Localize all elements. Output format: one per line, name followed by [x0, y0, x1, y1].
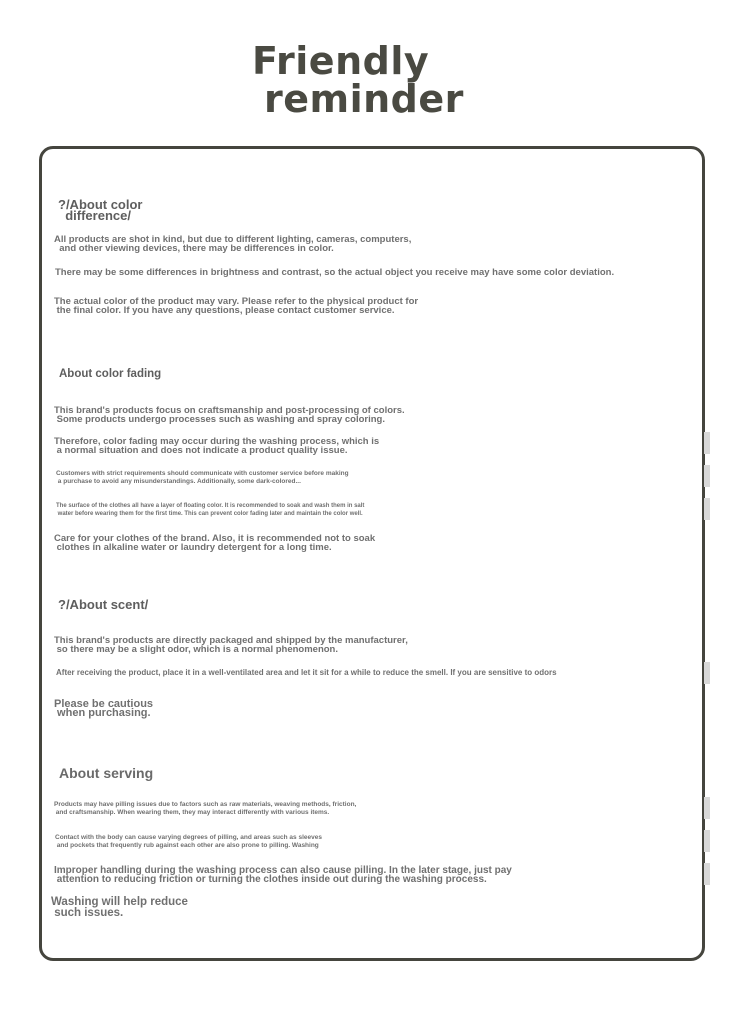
edge-marker	[704, 797, 710, 819]
edge-marker	[704, 498, 710, 520]
edge-marker	[704, 465, 710, 487]
title-line-1: Friendly	[252, 39, 430, 83]
color-fading-paragraph-2: Therefore, color fading may occur during the washing process, which is a normal situation and does not indicate a product quality issue.	[54, 436, 380, 456]
section-heading-color-difference: ?/About color difference/	[58, 197, 143, 223]
color-fading-paragraph-3: Customers with strict requirements should communicate with customer service before making a purchase to avoid any misunderstandings. Additionally, some dark-colored...	[56, 470, 349, 485]
serving-paragraph-2: Contact with the body can cause varying degrees of pilling, and areas such as sleeves and pockets that frequently rub against each other are also prone to pilling. Washing	[55, 834, 322, 849]
color-difference-paragraph-2: There may be some differences in brightness and contrast, so the actual object you receive may have some color deviation.	[55, 267, 615, 278]
edge-marker	[704, 863, 710, 885]
serving-paragraph-4: Washing will help reduce such issues.	[51, 896, 188, 919]
scent-paragraph-1: This brand's products are directly packaged and shipped by the manufacturer, so there may be a slight odor, which is a normal phenomenon.	[54, 635, 408, 655]
section-heading-serving: About serving	[59, 765, 154, 781]
title-line-2: reminder	[264, 77, 464, 121]
page-title	[252, 39, 512, 121]
color-difference-paragraph-1: All products are shot in kind, but due to different lighting, cameras, computers, and other viewing devices, there may be differences in color.	[54, 234, 412, 254]
color-difference-paragraph-3: The actual color of the product may vary. Please refer to the physical product for the final color. If you have any questions, please contact customer service.	[54, 296, 419, 316]
scent-paragraph-2: After receiving the product, place it in a well-ventilated area and let it sit for a while to reduce the smell. If you are sensitive to odors	[56, 668, 557, 677]
edge-marker	[704, 830, 710, 852]
edge-marker	[704, 662, 710, 684]
color-fading-paragraph-4: The surface of the clothes all have a layer of floating color. It is recommended to soak and wash them in salt water before wearing them for the first time. This can prevent color fading later and maintain the color well.	[56, 503, 365, 517]
serving-paragraph-1: Products may have pilling issues due to factors such as raw materials, weaving methods, friction, and craftsmanship. When wearing them, they may interact differently with various items.	[54, 801, 357, 816]
section-heading-color-fading: About color fading	[59, 368, 162, 380]
section-heading-scent: ?/About scent/	[58, 597, 149, 612]
edge-marker	[704, 432, 710, 454]
color-fading-paragraph-5: Care for your clothes of the brand. Also, it is recommended not to soak clothes in alkaline water or laundry detergent for a long time.	[54, 533, 376, 553]
scent-paragraph-3: Please be cautious when purchasing.	[54, 698, 154, 719]
serving-paragraph-3: Improper handling during the washing process can also cause pilling. In the later stage, just pay attention to reducing friction or turning the clothes inside out during the washing process.	[54, 865, 512, 885]
color-fading-paragraph-1: This brand's products focus on craftsmanship and post-processing of colors. Some products undergo processes such as washing and spray coloring.	[54, 405, 405, 425]
